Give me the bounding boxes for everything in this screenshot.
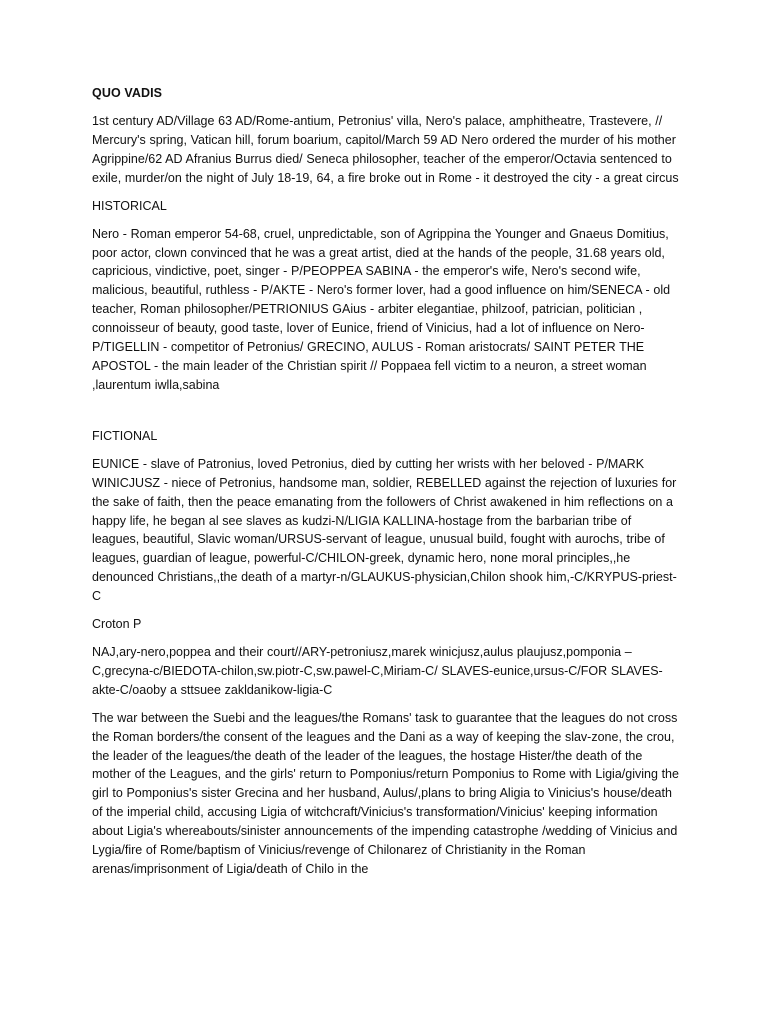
intro-paragraph: 1st century AD/Village 63 AD/Rome-antium, Petronius' villa, Nero's palace, amphitheatre, Trastevere, // Mercury's spring, Vatican hill, forum boarium, capitol/March 59 AD Nero ordered the murder of his mother Agrippine/62 AD Afranius Burrus died/ Seneca philosopher, teacher of the emperor/Octavia sentenced to exile, murder/on the night of July 18-19, 64, a fire broke out in Rome - it destroyed the city - a great circus bbox=[92, 114, 679, 185]
document-page bbox=[92, 84, 682, 888]
historical-paragraph: Nero - Roman emperor 54-68, cruel, unpredictable, son of Agrippina the Younger and Gnaeus Domitius, poor actor, clown convinced that he was a great artist, died at the hands of the people, 31.68 years old, capricious, vindictive, poet, singer - P/PEOPPEA SABINA - the emperor's wife, Nero's second wife, malicious, beautiful, ruthless - P/AKTE - Nero's former lover, had a good influence on him/SENECA - old teacher, Roman philosopher/PETRIONIUS GAius - arbiter elegantiae, philzoof, patrician, politician , connoisseur of beauty, good taste, lover of Eunice, friend of Vinicius, had a lot of influence on Nero-P/TIGELLIN - competitor of Petronius/ GRECINO, AULUS - Roman aristocrats/ SAINT PETER THE APOSTOL - the main leader of the Christian spirit // Poppaea fell victim to a neuron, a street woman ,laurentum iwlla,sabina bbox=[92, 226, 671, 392]
fictional-heading: FICTIONAL bbox=[92, 428, 158, 443]
cast-paragraph: NAJ,ary-nero,poppea and their court//ARY-petroniusz,marek winicjusz,aulus plaujusz,pomponia – C,grecyna-c/BIEDOTA-chilon,sw.piotr-C,sw.pawel-C,Miriam-C/ SLAVES-eunice,ursus-C/FOR SLAVES-akte-C/oaoby a sttsuee zakldanikow-ligia-C bbox=[92, 645, 663, 697]
fictional-paragraph: EUNICE - slave of Patronius, loved Petronius, died by cutting her wrists with her beloved - P/MARK WINICJUSZ - niece of Petronius, handsome man, soldier, REBELLED against the rejection of luxuries for the sake of faith, then the peace emanating from the followers of Christ awakened in him reflections on a happy life, he began al see slaves as kudzi-N/LIGIA KALLINA-hostage from the barbarian tribe of leagues, beautiful, Slavic woman/URSUS-servant of league, unusual build, fought with aurochs, tribe of leagues, guardian of league, powerful-C/CHILON-greek, dynamic hero, none moral principles,,he denounced Christians,,the death of a martyr-n/GLAUKUS-physician,Chilon shook him,-C/KRYPUS-priest-C bbox=[92, 456, 677, 604]
historical-heading: HISTORICAL bbox=[92, 198, 167, 213]
croton-line: Croton P bbox=[92, 617, 142, 632]
section-spacer bbox=[92, 404, 682, 427]
plot-paragraph: The war between the Suebi and the leagues/the Romans' task to guarantee that the leagues do not cross the Roman borders/the consent of the leagues and the Dani as a way of keeping the slav-zone, the crou, the leader of the leagues/the death of the leader of the leagues, the hostage Hister/the death of the mother of the Leagues, and the girls' return to Pomponius/return Pomponius to Rome with Ligia/giving the girl to Pomponius's sister Grecina and her husband, Aulus/,plans to bring Aligia to Vinicius's house/death of the imperial child, accusing Ligia of witchcraft/Vinicius's transformation/Vinicius' keeping information about Ligia's whereabouts/sinister announcements of the impending catastrophe /wedding of Vinicius and Lygia/fire of Rome/baptism of Vinicius/revenge of Chilonarez of Christianity in the Roman arenas/imprisonment of Ligia/death of Chilo in the bbox=[92, 710, 679, 876]
document-title: QUO VADIS bbox=[92, 86, 163, 100]
